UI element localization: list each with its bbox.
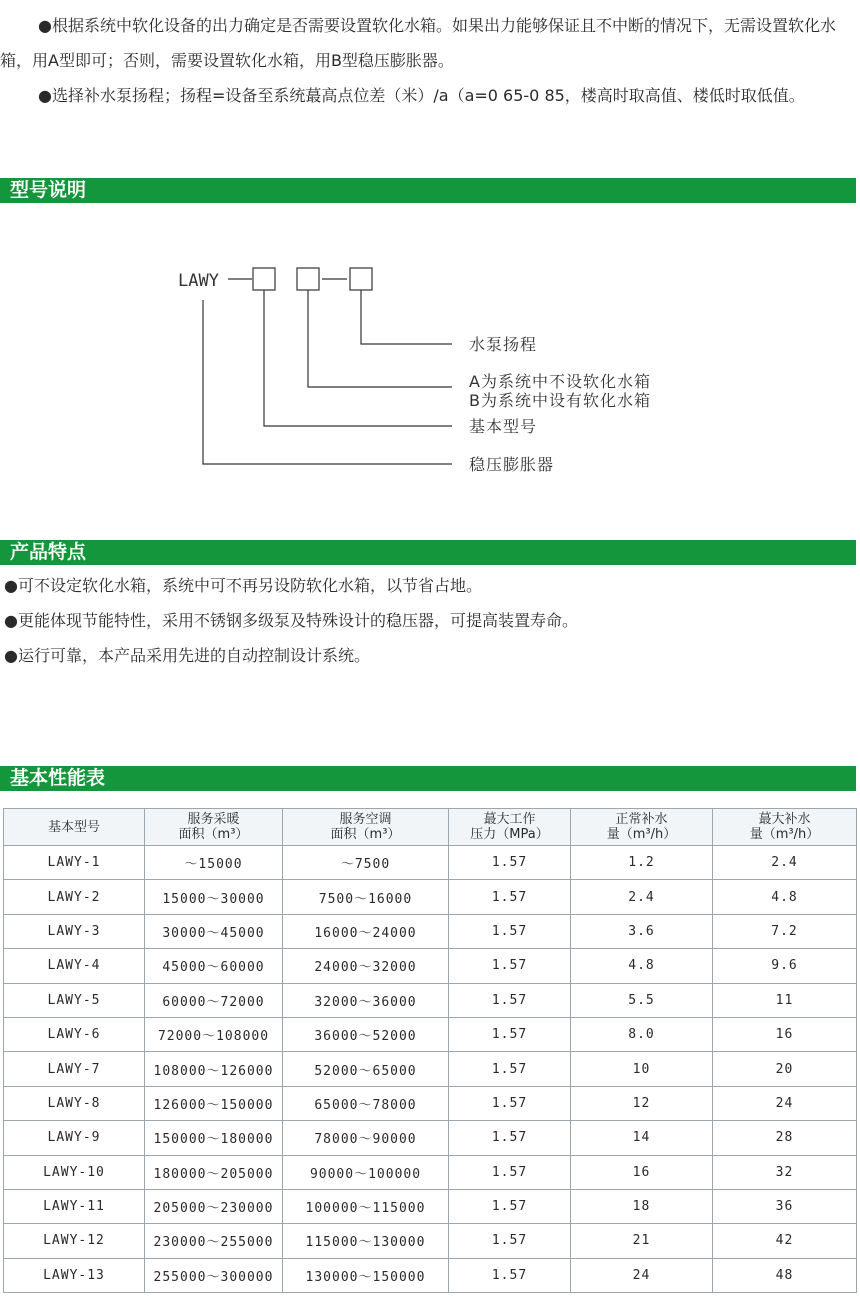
cell-heating-area: 72000～108000	[145, 1017, 283, 1051]
table-row	[4, 846, 857, 880]
cell-cooling-area: 32000～36000	[283, 983, 449, 1017]
cell-model: LAWY-9	[4, 1121, 145, 1155]
cell-max-pressure: 1.57	[449, 1086, 571, 1120]
cell-cooling-area: 24000～32000	[283, 949, 449, 983]
cell-heating-area: 230000～255000	[145, 1224, 283, 1258]
table-row	[4, 1224, 857, 1258]
cell-max-makeup: 20	[713, 1052, 857, 1086]
table-row	[4, 1052, 857, 1086]
cell-max-pressure: 1.57	[449, 1224, 571, 1258]
code-box-2	[297, 268, 319, 290]
section-title-performance: 基本性能表	[10, 767, 106, 789]
cell-model: LAWY-6	[4, 1017, 145, 1051]
performance-table	[3, 808, 857, 1293]
model-code-diagram	[0, 255, 700, 485]
table-row	[4, 880, 857, 914]
table-row	[4, 1017, 857, 1051]
table-row	[4, 1155, 857, 1189]
header-cooling-area: 服务空调 面积（m³）	[283, 809, 449, 846]
header-max-pressure: 蕞大工作 压力（MPa）	[449, 809, 571, 846]
cell-max-pressure: 1.57	[449, 914, 571, 948]
cell-heating-area: 30000～45000	[145, 914, 283, 948]
leader-pump-head	[361, 290, 452, 344]
cell-normal-makeup: 10	[571, 1052, 713, 1086]
cell-max-makeup: 16	[713, 1017, 857, 1051]
table-row	[4, 1121, 857, 1155]
cell-max-pressure: 1.57	[449, 1155, 571, 1189]
cell-cooling-area: 36000～52000	[283, 1017, 449, 1051]
cell-normal-makeup: 1.2	[571, 846, 713, 880]
model-code-svg	[0, 255, 700, 485]
cell-model: LAWY-5	[4, 983, 145, 1017]
table-body	[4, 846, 857, 1293]
cell-normal-makeup: 3.6	[571, 914, 713, 948]
cell-max-makeup: 48	[713, 1258, 857, 1292]
cell-max-makeup: 42	[713, 1224, 857, 1258]
intro-paragraph-softener: ●根据系统中软化设备的出力确定是否需要设置软化水箱。如果出力能够保证且不中断的情况下，无需设置软化水箱，用A型即可；否则，需要设置软化水箱，用B型稳压膨胀器。	[0, 16, 836, 70]
table-row	[4, 1258, 857, 1292]
cell-heating-area: 45000～60000	[145, 949, 283, 983]
intro-text	[0, 8, 860, 113]
cell-max-makeup: 11	[713, 983, 857, 1017]
cell-normal-makeup: 16	[571, 1155, 713, 1189]
cell-cooling-area: 65000～78000	[283, 1086, 449, 1120]
cell-heating-area: 126000～150000	[145, 1086, 283, 1120]
cell-max-pressure: 1.57	[449, 983, 571, 1017]
cell-normal-makeup: 4.8	[571, 949, 713, 983]
cell-max-makeup: 2.4	[713, 846, 857, 880]
cell-model: LAWY-1	[4, 846, 145, 880]
cell-model: LAWY-7	[4, 1052, 145, 1086]
cell-heating-area: 255000～300000	[145, 1258, 283, 1292]
cell-max-makeup: 4.8	[713, 880, 857, 914]
cell-normal-makeup: 18	[571, 1189, 713, 1223]
cell-model: LAWY-13	[4, 1258, 145, 1292]
cell-max-makeup: 28	[713, 1121, 857, 1155]
cell-cooling-area: 78000～90000	[283, 1121, 449, 1155]
leader-expander	[203, 300, 452, 464]
section-header-features	[0, 540, 856, 565]
feature-item: ●更能体现节能特性，采用不锈钢多级泵及特殊设计的稳压器，可提高装置寿命。	[4, 611, 578, 630]
cell-max-makeup: 9.6	[713, 949, 857, 983]
label-pump-head: 水泵扬程	[469, 335, 538, 354]
cell-cooling-area: 7500～16000	[283, 880, 449, 914]
label-type-a: A为系统中不设软化水箱	[469, 372, 651, 391]
section-title-features: 产品特点	[10, 541, 87, 563]
cell-normal-makeup: 14	[571, 1121, 713, 1155]
cell-max-pressure: 1.57	[449, 1017, 571, 1051]
cell-heating-area: 108000～126000	[145, 1052, 283, 1086]
performance-table-wrapper	[3, 808, 856, 1293]
header-model: 基本型号	[4, 809, 145, 846]
cell-model: LAWY-4	[4, 949, 145, 983]
table-header-row	[4, 809, 857, 846]
cell-max-makeup: 24	[713, 1086, 857, 1120]
cell-model: LAWY-2	[4, 880, 145, 914]
cell-model: LAWY-10	[4, 1155, 145, 1189]
model-prefix: LAWY	[178, 271, 219, 291]
cell-model: LAWY-11	[4, 1189, 145, 1223]
cell-normal-makeup: 5.5	[571, 983, 713, 1017]
table-row	[4, 914, 857, 948]
cell-max-pressure: 1.57	[449, 880, 571, 914]
cell-heating-area: 15000～30000	[145, 880, 283, 914]
cell-cooling-area: ～7500	[283, 846, 449, 880]
leader-basic-model	[264, 290, 452, 426]
feature-list	[4, 577, 578, 682]
code-box-3	[350, 268, 372, 290]
cell-max-makeup: 32	[713, 1155, 857, 1189]
cell-max-pressure: 1.57	[449, 1052, 571, 1086]
label-expander: 稳压膨胀器	[469, 455, 555, 474]
table-row	[4, 983, 857, 1017]
cell-heating-area: 60000～72000	[145, 983, 283, 1017]
section-title-model: 型号说明	[10, 179, 87, 201]
cell-cooling-area: 100000～115000	[283, 1189, 449, 1223]
cell-max-pressure: 1.57	[449, 1121, 571, 1155]
cell-normal-makeup: 24	[571, 1258, 713, 1292]
cell-cooling-area: 90000～100000	[283, 1155, 449, 1189]
section-header-performance	[0, 766, 856, 791]
table-row	[4, 1189, 857, 1223]
table-row	[4, 1086, 857, 1120]
cell-cooling-area: 115000～130000	[283, 1224, 449, 1258]
header-normal-makeup: 正常补水 量（m³/h）	[571, 809, 713, 846]
cell-model: LAWY-8	[4, 1086, 145, 1120]
code-box-1	[253, 268, 275, 290]
leader-tank-type	[308, 290, 452, 387]
header-heating-area: 服务采暖 面积（m³）	[145, 809, 283, 846]
cell-heating-area: 180000～205000	[145, 1155, 283, 1189]
cell-heating-area: ～15000	[145, 846, 283, 880]
table-row	[4, 949, 857, 983]
cell-model: LAWY-12	[4, 1224, 145, 1258]
cell-heating-area: 205000～230000	[145, 1189, 283, 1223]
cell-normal-makeup: 2.4	[571, 880, 713, 914]
feature-item: ●运行可靠，本产品采用先进的自动控制设计系统。	[4, 646, 370, 665]
label-type-b: B为系统中设有软化水箱	[469, 391, 651, 410]
cell-max-pressure: 1.57	[449, 846, 571, 880]
cell-normal-makeup: 12	[571, 1086, 713, 1120]
cell-max-makeup: 7.2	[713, 914, 857, 948]
header-max-makeup: 蕞大补水 量（m³/h）	[713, 809, 857, 846]
section-header-model	[0, 178, 856, 203]
cell-model: LAWY-3	[4, 914, 145, 948]
cell-max-pressure: 1.57	[449, 1258, 571, 1292]
label-basic-model: 基本型号	[469, 417, 538, 436]
cell-max-makeup: 36	[713, 1189, 857, 1223]
cell-normal-makeup: 8.0	[571, 1017, 713, 1051]
intro-paragraph-pump-head: ●选择补水泵扬程；扬程=设备至系统蕞高点位差（米）/a（a=0 65-0 85，楼高时取高值、楼低时取低值。	[38, 86, 805, 105]
cell-cooling-area: 130000～150000	[283, 1258, 449, 1292]
cell-cooling-area: 16000～24000	[283, 914, 449, 948]
cell-heating-area: 150000～180000	[145, 1121, 283, 1155]
cell-normal-makeup: 21	[571, 1224, 713, 1258]
feature-item: ●可不设定软化水箱，系统中可不再另设防软化水箱，以节省占地。	[4, 576, 482, 595]
cell-max-pressure: 1.57	[449, 1189, 571, 1223]
cell-max-pressure: 1.57	[449, 949, 571, 983]
cell-cooling-area: 52000～65000	[283, 1052, 449, 1086]
